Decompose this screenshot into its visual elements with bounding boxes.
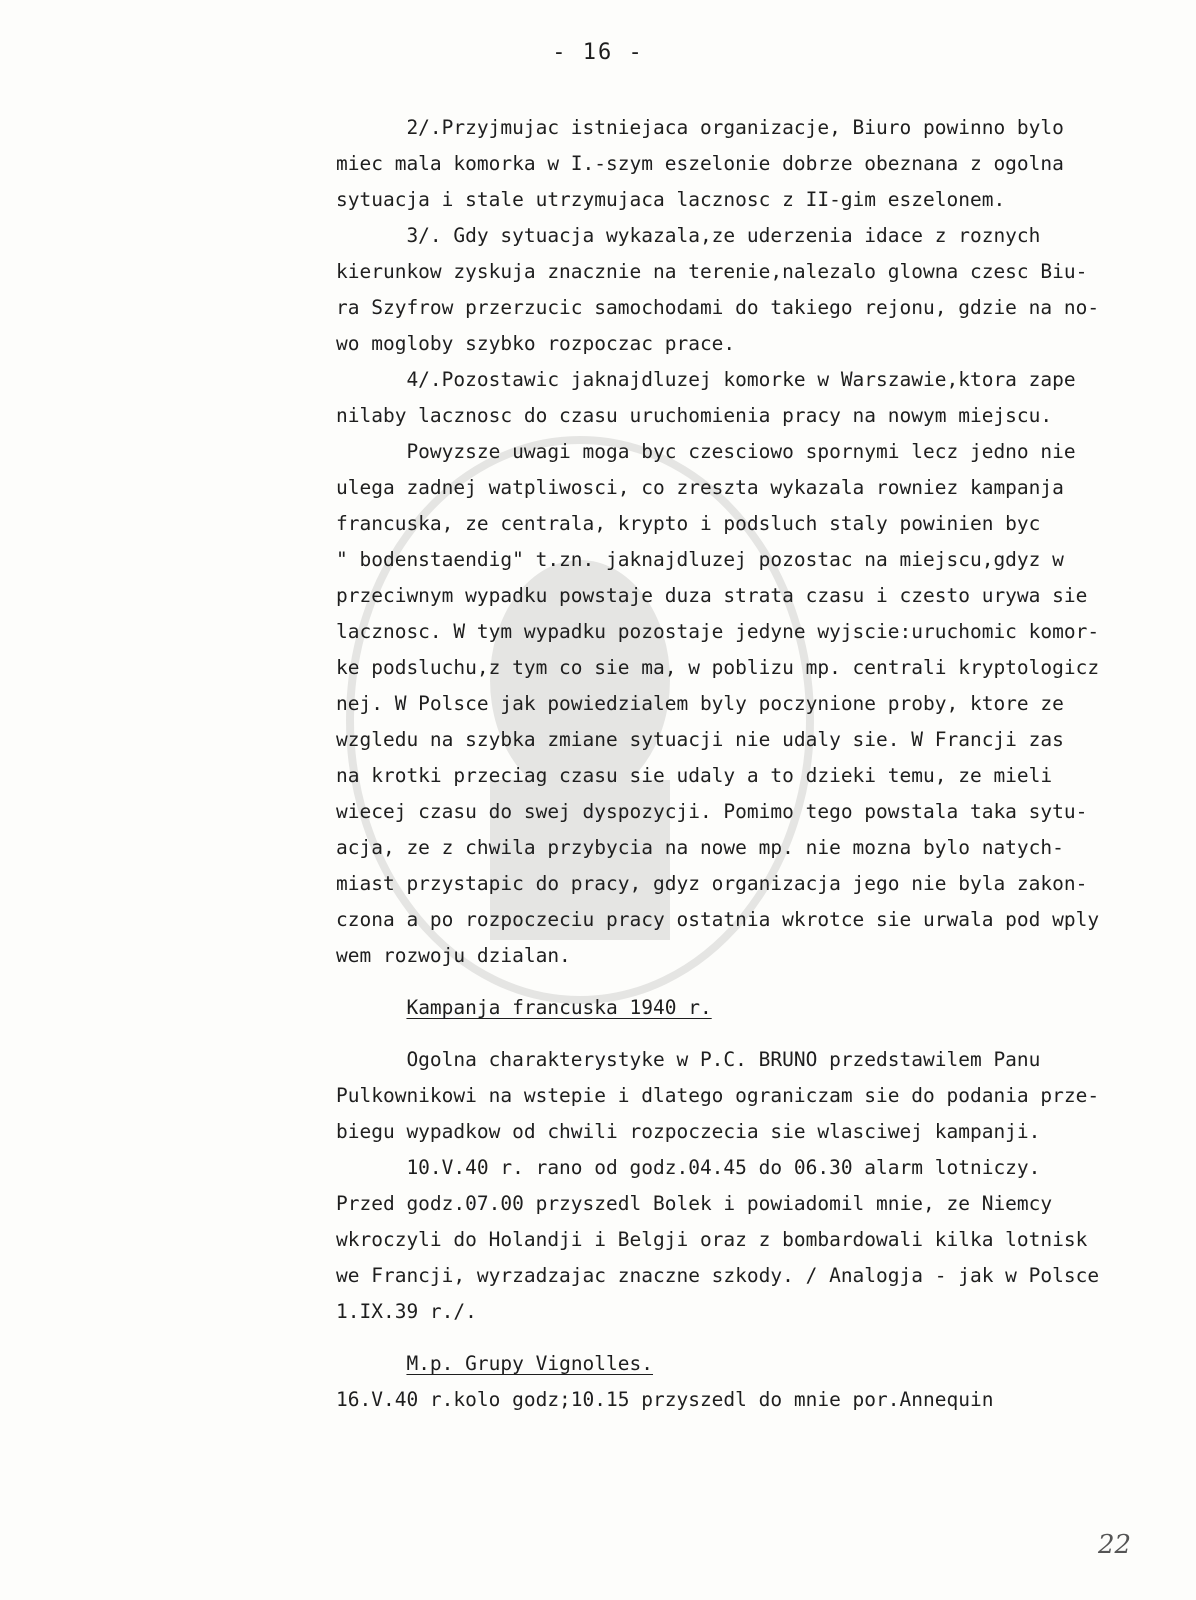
text-line: lacznosc. W tym wypadku pozostaje jedyne wyjscie:uruchomic komor- bbox=[336, 620, 1100, 643]
text-line: miast przystapic do pracy, gdyz organizacja jego nie byla zakon- bbox=[336, 872, 1088, 895]
text-line: Pulkownikowi na wstepie i dlatego ograniczam sie do podania prze- bbox=[336, 1084, 1100, 1107]
section-1 bbox=[336, 110, 1168, 974]
section-3 bbox=[336, 1382, 1168, 1418]
text-line: na krotki przeciag czasu sie udaly a to dzieki temu, ze mieli bbox=[336, 764, 1053, 787]
text-line: kierunkow zyskuja znacznie na terenie,nalezalo glowna czesc Biu- bbox=[336, 260, 1088, 283]
text-line: biegu wypadkow od chwili rozpoczecia sie wlasciwej kampanji. bbox=[336, 1120, 1041, 1143]
text-line: przeciwnym wypadku powstaje duza strata czasu i czesto urywa sie bbox=[336, 584, 1088, 607]
text-line: 10.V.40 r. rano od godz.04.45 do 06.30 alarm lotniczy. bbox=[336, 1156, 1041, 1179]
text-line: sytuacja i stale utrzymujaca lacznosc z II-gim eszelonem. bbox=[336, 188, 1006, 211]
section-2 bbox=[336, 1042, 1168, 1330]
text-line: " bodenstaendig" t.zn. jaknajdluzej pozostac na miejscu,gdyz w bbox=[336, 548, 1064, 571]
text-line: acja, ze z chwila przybycia na nowe mp. nie mozna bylo natych- bbox=[336, 836, 1064, 859]
text-line: 3/. Gdy sytuacja wykazala,ze uderzenia idace z roznych bbox=[336, 224, 1041, 247]
text-line: nej. W Polsce jak powiedzialem byly poczynione proby, ktore ze bbox=[336, 692, 1064, 715]
text-line: wem rozwoju dzialan. bbox=[336, 944, 571, 967]
text-line: wkroczyli do Holandji i Belgji oraz z bombardowali kilka lotnisk bbox=[336, 1228, 1088, 1251]
text-line: czona a po rozpoczeciu pracy ostatnia wkrotce sie urwala pod wply bbox=[336, 908, 1100, 931]
archive-folio-number: 22 bbox=[1098, 1530, 1132, 1560]
text-line: wiecej czasu do swej dyspozycji. Pomimo tego powstala taka sytu- bbox=[336, 800, 1088, 823]
section-heading-french-campaign bbox=[336, 990, 1168, 1026]
text-line: nilaby lacznosc do czasu uruchomienia pracy na nowym miejscu. bbox=[336, 404, 1053, 427]
document-body bbox=[336, 110, 1168, 1418]
text-line: 2/.Przyjmujac istniejaca organizacje, Biuro powinno bylo bbox=[336, 116, 1064, 139]
text-line: Przed godz.07.00 przyszedl Bolek i powiadomil mnie, ze Niemcy bbox=[336, 1192, 1053, 1215]
text-line: we Francji, wyrzadzajac znaczne szkody. / Analogja - jak w Polsce bbox=[336, 1264, 1100, 1287]
text-line: Powyzsze uwagi moga byc czesciowo spornymi lecz jedno nie bbox=[336, 440, 1076, 463]
text-line: Ogolna charakterystyke w P.C. BRUNO przedstawilem Panu bbox=[336, 1048, 1041, 1071]
text-line: wo mogloby szybko rozpoczac prace. bbox=[336, 332, 736, 355]
section-heading-vignolles bbox=[336, 1346, 1168, 1382]
text-line: francuska, ze centrala, krypto i podsluch staly powinien byc bbox=[336, 512, 1041, 535]
text-line: ulega zadnej watpliwosci, co zreszta wykazala rowniez kampanja bbox=[336, 476, 1064, 499]
text-line: ra Szyfrow przerzucic samochodami do takiego rejonu, gdzie na no- bbox=[336, 296, 1100, 319]
text-line: ke podsluchu,z tym co sie ma, w poblizu mp. centrali kryptologicz bbox=[336, 656, 1100, 679]
text-line: 16.V.40 r.kolo godz;10.15 przyszedl do mnie por.Annequin bbox=[336, 1388, 994, 1411]
heading-text: M.p. Grupy Vignolles. bbox=[406, 1352, 653, 1375]
text-line: 1.IX.39 r./. bbox=[336, 1300, 477, 1323]
text-line: wzgledu na szybka zmiane sytuacji nie udaly sie. W Francji zas bbox=[336, 728, 1064, 751]
text-line: miec mala komorka w I.-szym eszelonie dobrze obeznana z ogolna bbox=[336, 152, 1064, 175]
heading-text: Kampanja francuska 1940 r. bbox=[406, 996, 712, 1019]
page-number: - 16 - bbox=[552, 40, 644, 65]
text-line: 4/.Pozostawic jaknajdluzej komorke w Warszawie,ktora zape bbox=[336, 368, 1076, 391]
